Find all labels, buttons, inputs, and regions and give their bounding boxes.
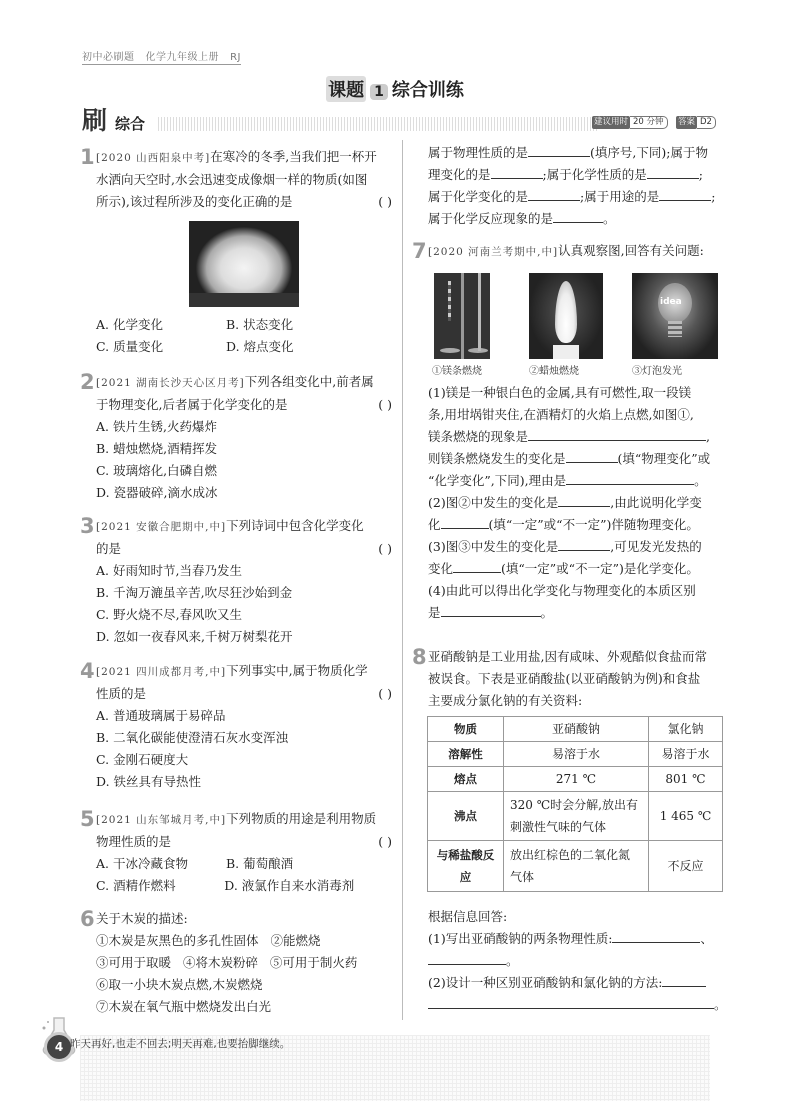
answer-label: 答案 (678, 117, 696, 127)
statement: ⑥取一小块木炭点燃,木炭燃烧 (96, 977, 263, 992)
text: (填“物理变化”或 (617, 451, 711, 466)
row-label: 溶解性 (428, 742, 504, 767)
option[interactable]: D. 铁丝具有导热性 (96, 774, 202, 789)
stem-line: 的是 (96, 541, 122, 556)
statement: ④将木炭粉碎 (182, 955, 258, 970)
text: (1)镁是一种银白色的金属,具有可燃性,取一段镁 (428, 385, 692, 400)
figure-caption: ②蜡烛燃烧 (529, 366, 579, 377)
stem-line: 水洒向天空时,水会迅速变成像烟一样的物质(如图 (96, 172, 368, 187)
lesson-number: 1 (370, 84, 388, 100)
option[interactable]: A. 普通玻璃属于易碎品 (96, 708, 226, 723)
question-4 (96, 660, 392, 793)
answer-paren: ( ) (378, 834, 392, 849)
text: ;属于化学性质的是 (542, 167, 647, 182)
answer-blank[interactable] (528, 426, 706, 441)
text: 。 (694, 473, 707, 488)
question-number: 4 (80, 659, 95, 683)
frozen-water-photo (189, 221, 299, 307)
stem-line: 下列诗词中包含化学变化 (226, 518, 364, 533)
column-divider (402, 140, 403, 1020)
table-row (428, 767, 723, 792)
text: 化 (428, 517, 441, 532)
text: ,可见发光发热的 (610, 539, 702, 554)
question-intro: 关于木炭的描述: (96, 911, 188, 926)
section-logo: 刷 (82, 106, 108, 135)
answer-blank[interactable] (528, 142, 590, 157)
question-6-continued (428, 142, 718, 230)
table-header: 亚硝酸钠 (504, 717, 649, 742)
section-bar (82, 106, 722, 136)
question-8-answers (428, 906, 727, 1016)
row-label: 熔点 (428, 767, 504, 792)
answer-blank[interactable] (659, 186, 711, 201)
stem-line: 下列各组变化中,前者属 (244, 374, 374, 389)
answer-blank[interactable] (612, 928, 700, 943)
figure-caption: ①镁条燃烧 (432, 366, 482, 377)
question-8 (428, 646, 718, 712)
text: 变化 (428, 561, 454, 576)
stem-line: 主要成分氯化钠的有关资料: (428, 693, 583, 708)
stem-line: 物理性质的是 (96, 834, 172, 849)
light-bulb-photo (632, 273, 718, 359)
lesson-title (0, 76, 790, 102)
table-cell: 271 ℃ (504, 767, 649, 792)
figure-caption: ③灯泡发光 (632, 366, 682, 377)
question-source: [2020 山西阳泉中考] (96, 152, 211, 164)
answer-blank[interactable] (528, 186, 580, 201)
question-6 (96, 908, 392, 1018)
text: 属于化学反应现象的是 (428, 211, 554, 226)
answer-blank[interactable] (453, 558, 501, 573)
text: 是 (428, 605, 441, 620)
question-3 (96, 515, 392, 648)
option[interactable]: A. 干冰冷藏食物 (96, 856, 188, 871)
question-number: 8 (412, 645, 427, 669)
text: , (706, 429, 710, 444)
row-label: 与稀盐酸反应 (428, 841, 504, 892)
question-number: 7 (412, 239, 427, 263)
text: 属于物理性质的是 (428, 145, 529, 160)
stem-line: 认真观察图,回答有关问题: (558, 243, 704, 258)
stem-line: 于物理变化,后者属于化学变化的是 (96, 397, 288, 412)
section-name: 综合 (115, 115, 146, 133)
text: 。 (603, 211, 616, 226)
option[interactable]: A. 化学变化 (96, 317, 163, 332)
text: ,由此说明化学变 (610, 495, 702, 510)
answer-paren: ( ) (378, 397, 392, 412)
table-row (428, 742, 723, 767)
answer-blank[interactable] (553, 208, 603, 223)
row-label: 沸点 (428, 792, 504, 841)
magnesium-burning-photo (434, 273, 490, 359)
question-source: [2021 湖南长沙天心区月考] (96, 377, 245, 389)
option[interactable]: B. 状态变化 (226, 317, 294, 332)
option[interactable]: C. 酒精作燃料 (96, 878, 176, 893)
text: “化学变化”,下同),理由是 (428, 473, 567, 488)
answer-page: D2 (697, 116, 716, 129)
question-number: 2 (80, 370, 95, 394)
time-label: 建议用时 (594, 117, 629, 127)
question-5 (96, 808, 392, 897)
text: 。 (506, 953, 519, 968)
text: 、 (700, 931, 713, 946)
option[interactable]: D. 瓷器破碎,滴水成冰 (96, 485, 218, 500)
lesson-title-text: 综合训练 (391, 80, 464, 101)
answer-paren: ( ) (378, 194, 392, 209)
stem-line: 下列物质的用途是利用物质 (226, 811, 377, 826)
text: (3)图③中发生的变化是 (428, 539, 559, 554)
question-number: 1 (80, 145, 95, 169)
table-header: 氯化钠 (648, 717, 722, 742)
stem-line: 性质的是 (96, 686, 147, 701)
question-7 (428, 240, 718, 263)
statement: ②能燃烧 (270, 933, 321, 948)
candle-burning-photo (529, 273, 603, 359)
table-header-row (428, 717, 723, 742)
text: 条,用坩埚钳夹住,在酒精灯的火焰上点燃,如图①, (428, 407, 694, 422)
answer-blank[interactable] (566, 448, 618, 463)
option[interactable]: D. 熔点变化 (226, 339, 294, 354)
text: (4)由此可以得出化学变化与物理变化的本质区别 (428, 583, 696, 598)
time-value: 20 分钟 (630, 116, 668, 129)
question-2 (96, 371, 392, 504)
question-number: 3 (80, 514, 95, 538)
answer-blank[interactable] (441, 514, 489, 529)
question-number: 6 (80, 907, 95, 931)
text: (1)写出亚硝酸钠的两条物理性质: (428, 931, 613, 946)
statement: ③可用于取暖 (96, 955, 172, 970)
table-cell: 易溶于水 (504, 742, 649, 767)
answer-blank[interactable] (441, 602, 541, 617)
text: (填“一定”或“不一定”)伴随物理变化。 (488, 517, 699, 532)
statement: ①木炭是灰黑色的多孔性固体 (96, 933, 259, 948)
table-row (428, 841, 723, 892)
running-head: 初中必刷题 化学九年级上册 RJ (82, 48, 241, 65)
text: (2)图②中发生的变化是 (428, 495, 559, 510)
text: 。 (540, 605, 554, 620)
text: 则镁条燃烧发生的变化是 (428, 451, 566, 466)
question-source: [2021 山东邹城月考,中] (96, 814, 227, 826)
text: 。 (714, 997, 727, 1012)
text: 属于化学变化的是 (428, 189, 529, 204)
answer-blank[interactable] (558, 536, 610, 551)
lesson-prefix: 课题 (326, 76, 366, 102)
text: (填序号,下同);属于物 (590, 145, 708, 160)
answer-paren: ( ) (378, 686, 392, 701)
question-7-parts (428, 382, 718, 624)
question-source: [2021 四川成都月考,中] (96, 666, 227, 678)
text: 根据信息回答: (428, 909, 508, 924)
text: ;属于用途的是 (580, 189, 660, 204)
question-1 (96, 146, 392, 213)
table-cell: 放出红棕色的二氧化氮气体 (504, 841, 649, 892)
text: (2)设计一种区别亚硝酸钠和氯化钠的方法: (428, 975, 663, 990)
question-source: [2020 河南兰考期中,中] (428, 246, 559, 258)
stem-line: 下列事实中,属于物质化学 (226, 663, 368, 678)
answer-blank[interactable] (647, 164, 699, 179)
option[interactable]: D. 液氯作自来水消毒剂 (224, 878, 355, 893)
statement: ⑤可用于制火药 (269, 955, 358, 970)
answer-blank[interactable] (558, 492, 610, 507)
answer-blank[interactable] (428, 994, 714, 1009)
answer-blank[interactable] (428, 950, 506, 965)
option[interactable]: C. 玻璃熔化,白磷自燃 (96, 463, 218, 478)
bulb-text: idea (660, 297, 682, 307)
statement: ⑦木炭在氧气瓶中燃烧发出白光 (96, 999, 272, 1014)
question-source: [2021 安徽合肥期中,中] (96, 521, 227, 533)
text: ; (698, 167, 703, 182)
suggested-time-tag (592, 116, 668, 129)
option[interactable]: C. 野火烧不尽,春风吹又生 (96, 607, 243, 622)
option[interactable]: C. 金刚石硬度大 (96, 752, 189, 767)
answer-tag (676, 116, 716, 129)
option[interactable]: B. 蜡烛燃烧,酒精挥发 (96, 441, 218, 456)
table-row (428, 792, 723, 841)
option[interactable]: D. 忽如一夜春风来,千树万树梨花开 (96, 629, 293, 644)
option[interactable]: B. 千淘万漉虽辛苦,吹尽狂沙始到金 (96, 585, 293, 600)
option[interactable]: A. 好雨知时节,当春乃发生 (96, 563, 242, 578)
answer-blank[interactable] (662, 972, 706, 987)
question-number: 5 (80, 807, 95, 831)
table-cell: 易溶于水 (648, 742, 722, 767)
stem-line: 亚硝酸钠是工业用盐,因有咸味、外观酷似食盐而常 (428, 649, 707, 664)
answer-paren: ( ) (378, 541, 392, 556)
text: 镁条燃烧的现象是 (428, 429, 529, 444)
option[interactable]: B. 葡萄酿酒 (226, 856, 294, 871)
stem-line: 被误食。下表是亚硝酸盐(以亚硝酸钠为例)和食盐 (428, 671, 701, 686)
text: (填“一定”或“不一定”)是化学变化。 (501, 561, 699, 576)
text: ; (711, 189, 716, 204)
stem-line: 在寒冷的冬季,当我们把一杯开 (210, 149, 377, 164)
answer-blank[interactable] (491, 164, 543, 179)
table-cell: 320 ℃时会分解,放出有刺激性气味的气体 (504, 792, 649, 841)
table-header: 物质 (428, 717, 504, 742)
table-cell: 不反应 (648, 841, 722, 892)
option[interactable]: C. 质量变化 (96, 339, 164, 354)
motto: 昨天再好,也走不回去;明天再难,也要抬脚继续。 (70, 1038, 291, 1050)
comparison-table (427, 716, 723, 892)
option[interactable]: A. 铁片生锈,火药爆炸 (96, 419, 217, 434)
stem-line: 所示),该过程所涉及的变化正确的是 (96, 194, 293, 209)
table-cell: 1 465 ℃ (648, 792, 722, 841)
decorative-stripes (158, 117, 598, 131)
table-cell: 801 ℃ (648, 767, 722, 792)
text: 理变化的是 (428, 167, 491, 182)
answer-blank[interactable] (566, 470, 694, 485)
question-1-options (96, 314, 392, 358)
option[interactable]: B. 二氧化碳能使澄清石灰水变浑浊 (96, 730, 289, 745)
page-number: 4 (44, 1032, 74, 1062)
